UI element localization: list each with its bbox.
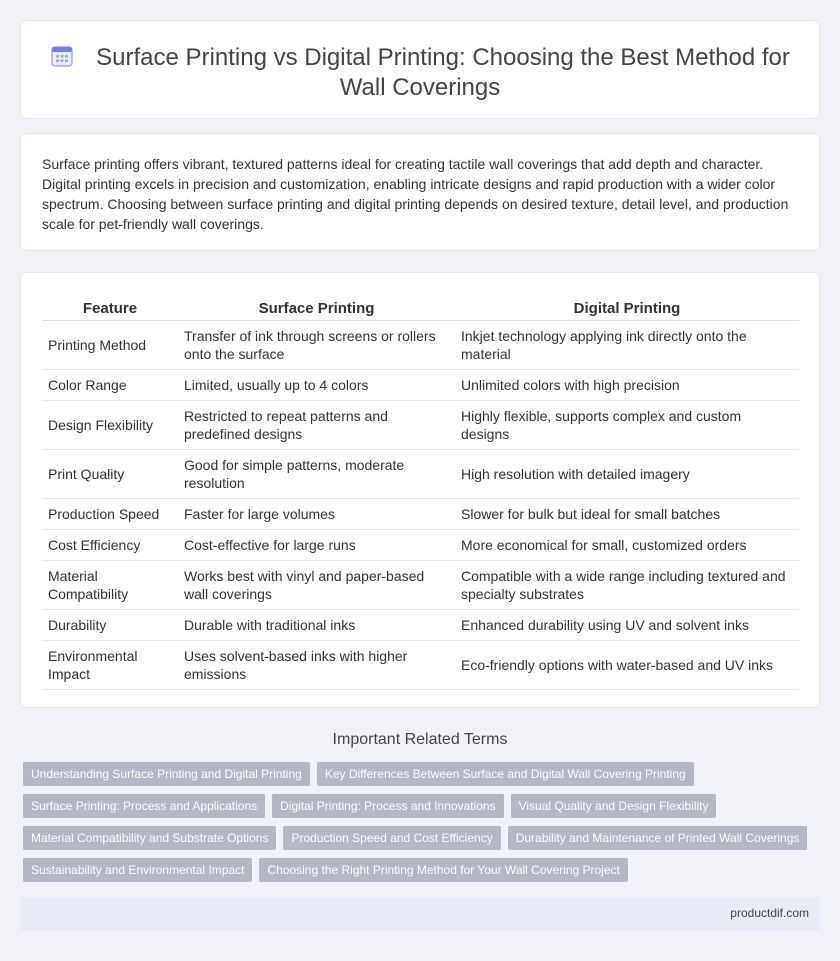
table-row xyxy=(42,609,799,640)
feature-cell: Color Range xyxy=(42,369,178,400)
comparison-table xyxy=(42,293,799,690)
calendar-icon xyxy=(50,44,74,68)
page-title-block xyxy=(21,43,819,103)
table-row xyxy=(42,400,799,449)
digital-cell: Eco-friendly options with water-based and UV inks xyxy=(455,640,799,689)
related-term-tag[interactable]: Surface Printing: Process and Applications xyxy=(23,794,265,818)
digital-cell: High resolution with detailed imagery xyxy=(455,449,799,498)
table-row xyxy=(42,449,799,498)
table-row xyxy=(42,560,799,609)
related-term-tag[interactable]: Sustainability and Environmental Impact xyxy=(23,858,252,882)
table-header-row xyxy=(42,293,799,320)
surface-cell: Uses solvent-based inks with higher emissions xyxy=(178,640,455,689)
footer-site-link[interactable]: productdif.com xyxy=(730,906,809,920)
footer xyxy=(20,897,820,930)
feature-cell: Material Compatibility xyxy=(42,560,178,609)
feature-cell: Design Flexibility xyxy=(42,400,178,449)
table-row xyxy=(42,320,799,369)
header-feature: Feature xyxy=(42,293,178,320)
comparison-card xyxy=(20,272,820,708)
feature-cell: Cost Efficiency xyxy=(42,529,178,560)
feature-cell: Production Speed xyxy=(42,498,178,529)
intro-paragraph: Surface printing offers vibrant, textured patterns ideal for creating tactile wall coverings that add depth and character. Digital printing excels in precision and customization, enabling intricate designs and rapid production with a wider color spectrum. Choosing between surface printing and digital printing depends on desired texture, detail level, and production scale for pet-friendly wall coverings. xyxy=(42,156,789,232)
page-title: Surface Printing vs Digital Printing: Choosing the Best Method for Wall Coverings xyxy=(96,44,790,101)
digital-cell: Inkjet technology applying ink directly onto the material xyxy=(455,320,799,369)
intro-card xyxy=(20,133,820,251)
surface-cell: Faster for large volumes xyxy=(178,498,455,529)
surface-cell: Transfer of ink through screens or rollers onto the surface xyxy=(178,320,455,369)
related-terms-list xyxy=(23,762,823,890)
related-term-tag[interactable]: Choosing the Right Printing Method for Your Wall Covering Project xyxy=(259,858,627,882)
related-term-tag[interactable]: Understanding Surface Printing and Digital Printing xyxy=(23,762,310,786)
related-term-tag[interactable]: Durability and Maintenance of Printed Wall Coverings xyxy=(508,826,808,850)
tag-row xyxy=(23,762,823,786)
surface-cell: Limited, usually up to 4 colors xyxy=(178,369,455,400)
digital-cell: More economical for small, customized orders xyxy=(455,529,799,560)
surface-cell: Cost-effective for large runs xyxy=(178,529,455,560)
table-row xyxy=(42,369,799,400)
related-term-tag[interactable]: Digital Printing: Process and Innovations xyxy=(272,794,503,818)
digital-cell: Slower for bulk but ideal for small batches xyxy=(455,498,799,529)
tag-row xyxy=(23,826,823,850)
feature-cell: Printing Method xyxy=(42,320,178,369)
related-terms-heading: Important Related Terms xyxy=(332,731,508,748)
related-term-tag[interactable]: Visual Quality and Design Flexibility xyxy=(511,794,717,818)
related-term-tag[interactable]: Material Compatibility and Substrate Options xyxy=(23,826,276,850)
digital-cell: Compatible with a wide range including textured and specialty substrates xyxy=(455,560,799,609)
table-row xyxy=(42,529,799,560)
related-term-tag[interactable]: Key Differences Between Surface and Digital Wall Covering Printing xyxy=(317,762,694,786)
feature-cell: Print Quality xyxy=(42,449,178,498)
digital-cell: Enhanced durability using UV and solvent inks xyxy=(455,609,799,640)
feature-cell: Environmental Impact xyxy=(42,640,178,689)
digital-cell: Highly flexible, supports complex and custom designs xyxy=(455,400,799,449)
surface-cell: Durable with traditional inks xyxy=(178,609,455,640)
surface-cell: Works best with vinyl and paper-based wall coverings xyxy=(178,560,455,609)
surface-cell: Restricted to repeat patterns and predefined designs xyxy=(178,400,455,449)
tag-row xyxy=(23,794,823,818)
feature-cell: Durability xyxy=(42,609,178,640)
header-card xyxy=(20,20,820,119)
digital-cell: Unlimited colors with high precision xyxy=(455,369,799,400)
header-digital-printing: Digital Printing xyxy=(455,293,799,320)
surface-cell: Good for simple patterns, moderate resolution xyxy=(178,449,455,498)
table-row xyxy=(42,640,799,689)
tag-row xyxy=(23,858,823,882)
related-term-tag[interactable]: Production Speed and Cost Efficiency xyxy=(283,826,500,850)
table-row xyxy=(42,498,799,529)
header-surface-printing: Surface Printing xyxy=(178,293,455,320)
